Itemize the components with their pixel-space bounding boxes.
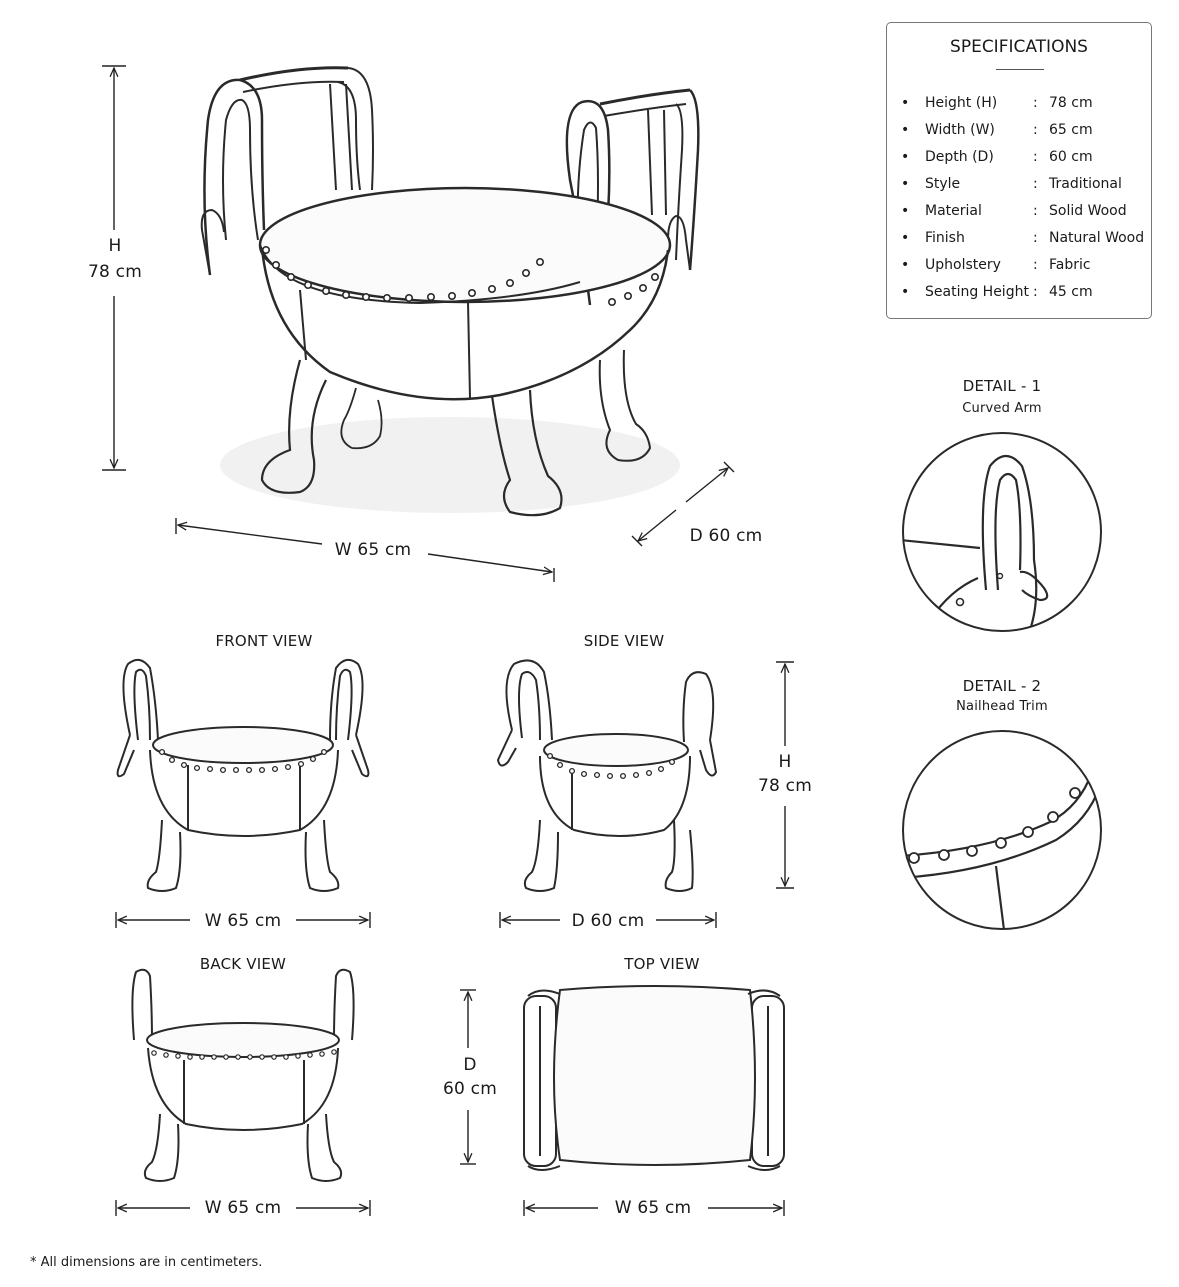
spec-separator: : (1033, 203, 1038, 219)
top-view-depth-value: 60 cm (443, 1079, 497, 1099)
spec-row-style (901, 176, 1151, 198)
bullet-icon: • (901, 284, 910, 300)
top-view-depth-letter: D (463, 1055, 477, 1075)
detail-1-subtitle: Curved Arm (962, 401, 1042, 416)
spec-label: Width (W) (925, 122, 995, 138)
front-view-bench (118, 660, 369, 891)
specifications-divider (996, 69, 1044, 70)
footnote: * All dimensions are in centimeters. (30, 1255, 263, 1270)
spec-value: Traditional (1049, 176, 1122, 192)
spec-separator: : (1033, 257, 1038, 273)
bullet-icon: • (901, 95, 910, 111)
top-view-title: TOP VIEW (624, 955, 700, 973)
spec-label: Material (925, 203, 982, 219)
spec-value: Fabric (1049, 257, 1091, 273)
bullet-icon: • (901, 203, 910, 219)
specifications-title: SPECIFICATIONS (950, 37, 1088, 57)
bullet-icon: • (901, 122, 910, 138)
spec-row-finish (901, 230, 1151, 252)
spec-value: 65 cm (1049, 122, 1093, 138)
main-depth-label: D 60 cm (689, 526, 763, 546)
spec-label: Seating Height (925, 284, 1029, 300)
spec-separator: : (1033, 122, 1038, 138)
spec-label: Height (H) (925, 95, 998, 111)
spec-row-material (901, 203, 1151, 225)
spec-label: Depth (D) (925, 149, 994, 165)
back-view-title: BACK VIEW (199, 955, 287, 973)
front-view-width-label: W 65 cm (204, 911, 282, 931)
bullet-icon: • (901, 149, 910, 165)
detail-1-circle (900, 433, 1101, 631)
spec-value: Natural Wood (1049, 230, 1145, 246)
spec-separator: : (1033, 95, 1038, 111)
specifications-panel (886, 22, 1152, 319)
back-view-bench (132, 970, 353, 1181)
main-height-value: 78 cm (88, 262, 142, 282)
bullet-icon: • (901, 230, 910, 246)
side-view-title: SIDE VIEW (583, 632, 665, 650)
detail-2-subtitle: Nailhead Trim (956, 699, 1048, 714)
spec-value: 78 cm (1049, 95, 1093, 111)
side-view-height-letter: H (778, 752, 792, 772)
spec-row-width (901, 122, 1151, 144)
spec-value: 45 cm (1049, 284, 1093, 300)
spec-label: Finish (925, 230, 965, 246)
main-perspective-bench (202, 68, 699, 515)
spec-row-upholstery (901, 257, 1151, 279)
side-view-height-value: 78 cm (758, 776, 812, 796)
detail-1-title: DETAIL - 1 (962, 377, 1042, 395)
spec-value: Solid Wood (1049, 203, 1127, 219)
main-width-label: W 65 cm (334, 540, 412, 560)
spec-separator: : (1033, 176, 1038, 192)
detail-2-circle (900, 731, 1101, 930)
spec-row-height (901, 95, 1151, 117)
side-view-depth-label: D 60 cm (571, 911, 645, 931)
spec-row-seating-height (901, 284, 1151, 306)
bullet-icon: • (901, 257, 910, 273)
spec-label: Style (925, 176, 961, 192)
bullet-icon: • (901, 176, 910, 192)
spec-value: 60 cm (1049, 149, 1093, 165)
spec-separator: : (1033, 230, 1038, 246)
spec-row-depth (901, 149, 1151, 171)
spec-separator: : (1033, 284, 1038, 300)
top-view-width-label: W 65 cm (614, 1198, 692, 1218)
spec-separator: : (1033, 149, 1038, 165)
front-view-title: FRONT VIEW (215, 632, 313, 650)
detail-2-title: DETAIL - 2 (962, 677, 1042, 695)
main-height-letter: H (108, 236, 122, 256)
top-view-bench (524, 986, 784, 1170)
spec-label: Upholstery (925, 257, 1001, 273)
back-view-width-label: W 65 cm (204, 1198, 282, 1218)
